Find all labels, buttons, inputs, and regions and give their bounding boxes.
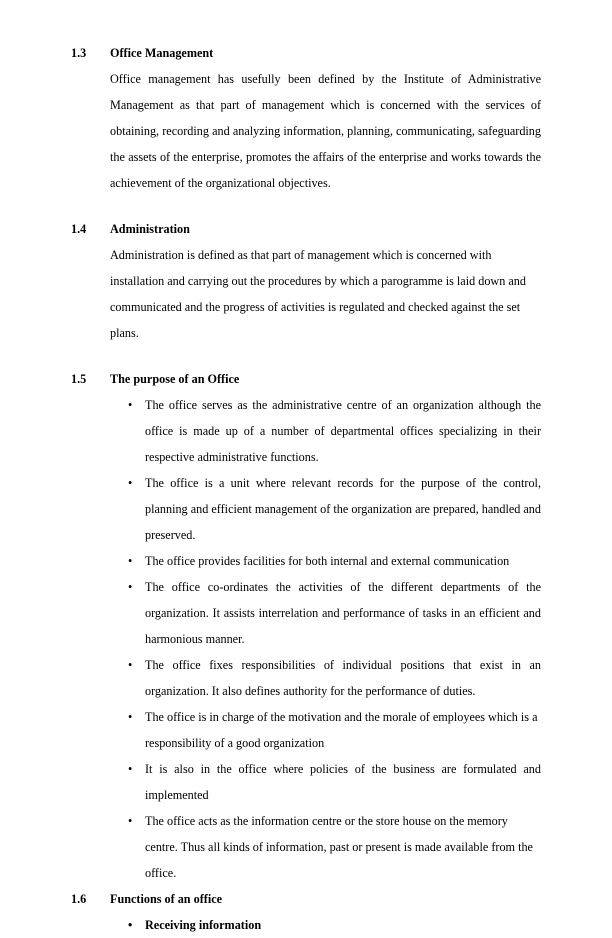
bullet-icon: • (128, 658, 133, 672)
section-1-6-heading (71, 886, 541, 912)
list-item (128, 470, 541, 548)
bullet-icon: • (128, 476, 133, 490)
list-item (128, 548, 541, 574)
list-item-text: It is also in the office where policies of the business are formulated and implemented (145, 762, 541, 802)
list-item-text: The office is a unit where relevant records for the purpose of the control, planning and efficient management of the organization are prepared, handled and preserved. (145, 476, 541, 542)
bullet-icon: • (128, 814, 133, 828)
section-1-3-heading (71, 40, 541, 66)
list-item (128, 756, 541, 808)
list-item-text: The office co-ordinates the activities of the different departments of the organization. It assists interrelation and performance of tasks in an efficient and harmonious manner. (145, 580, 541, 646)
section-1-5 (71, 366, 541, 886)
section-1-3 (71, 40, 541, 196)
list-item (128, 392, 541, 470)
list-item (128, 912, 541, 938)
section-1-4-number: 1.4 (71, 222, 87, 236)
list-item (128, 808, 541, 886)
list-item-text: The office provides facilities for both internal and external communication (145, 554, 510, 568)
list-item (128, 652, 541, 704)
bullet-icon: • (128, 710, 133, 724)
section-1-4-heading (71, 216, 541, 242)
section-1-5-number: 1.5 (71, 372, 87, 386)
list-item-text: The office fixes responsibilities of individual positions that exist in an organization. It also defines authority for the performance of duties. (145, 658, 541, 698)
list-item (128, 574, 541, 652)
list-item (128, 704, 541, 756)
section-1-4-title: Administration (110, 222, 190, 236)
list-item-text: The office serves as the administrative centre of an organization although the office is made up of a number of departmental offices specializing in their respective administrative functions. (145, 398, 541, 464)
section-1-3-number: 1.3 (71, 46, 87, 60)
section-1-6-number: 1.6 (71, 892, 87, 906)
list-item-text: The office is in charge of the motivation and the morale of employees which is a responsibility of a good organization (145, 710, 538, 750)
bullet-icon: • (128, 554, 133, 568)
section-1-6-title: Functions of an office (110, 892, 223, 906)
section-1-5-heading (71, 366, 541, 392)
section-1-3-paragraph: Office management has usefully been defined by the Institute of Administrative Management as that part of management which is concerned with the services of obtaining, recording and analyzing information, planning, communicating, safeguarding the assets of the enterprise, promotes the affairs of the enterprise and works towards the achievement of the organizational objectives. (110, 72, 541, 190)
bullet-icon: • (128, 398, 133, 412)
section-1-3-title: Office Management (110, 46, 214, 60)
bullet-icon: • (128, 918, 133, 932)
section-1-5-bullet-list (128, 392, 541, 886)
spacer (71, 196, 541, 216)
bullet-icon: • (128, 580, 133, 594)
bullet-icon: • (128, 762, 133, 776)
list-item-text: Receiving information (145, 918, 262, 932)
list-item-text: The office acts as the information centre or the store house on the memory centre. Thus all kinds of information, past or present is made available from the office. (145, 814, 533, 880)
section-1-4-paragraph: Administration is defined as that part of management which is concerned with installation and carrying out the procedures by which a parogramme is laid down and communicated and the progress of activities is regulated and checked against the set plans. (110, 248, 526, 340)
spacer (71, 346, 541, 366)
section-1-6-bullet-list (128, 912, 541, 938)
section-1-5-title: The purpose of an Office (110, 372, 240, 386)
section-1-4 (71, 216, 541, 346)
page-content (71, 40, 541, 938)
section-1-6 (71, 886, 541, 938)
